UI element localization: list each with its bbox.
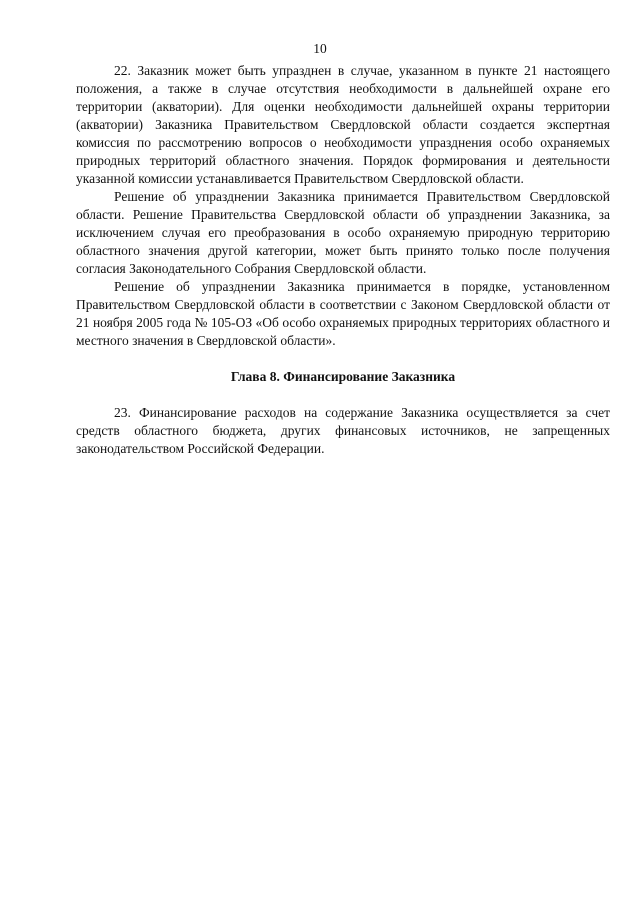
paragraph-decision-approval: Решение об упразднении Заказника принимается Правительством Свердловской области. Решение Правительства Свердловской области об упразднении Заказника, за исключением случая его преобразования в особо охраняемую природную территорию областного значения другой категории, может быть принято только после получения согласия Законодательного Собрания Свердловской области. bbox=[76, 189, 610, 276]
paragraph-decision-procedure: Решение об упразднении Заказника принимается в порядке, установленном Правительством Свердловской области в соответствии с Законом Свердловской области от 21 ноября 2005 года № 105-ОЗ «Об особо охраняемых природных территориях областного и местного значения в Свердловской области». bbox=[76, 279, 610, 348]
page-number: 10 bbox=[313, 41, 327, 56]
paragraph-22: 22. Заказник может быть упразднен в случае, указанном в пункте 21 настоящего положения, а также в случае отсутствия необходимости в дальнейшей охране его территории (акватории). Для оценки необходимости дальнейшей охраны территории (акватории) Заказника Правительством Свердловской области создается экспертная комиссия по рассмотрению вопросов о необходимости упразднения особо охраняемых природных территорий областного значения. Порядок формирования и деятельности указанной комиссии устанавливается Правительством Свердловской области. bbox=[76, 63, 610, 186]
chapter-heading: Глава 8. Финансирование Заказника bbox=[230, 369, 456, 384]
document-body bbox=[76, 62, 610, 458]
paragraph-23: 23. Финансирование расходов на содержание Заказника осуществляется за счет средств областного бюджета, других финансовых источников, не запрещенных законодательством Российской Федерации. bbox=[76, 405, 610, 456]
